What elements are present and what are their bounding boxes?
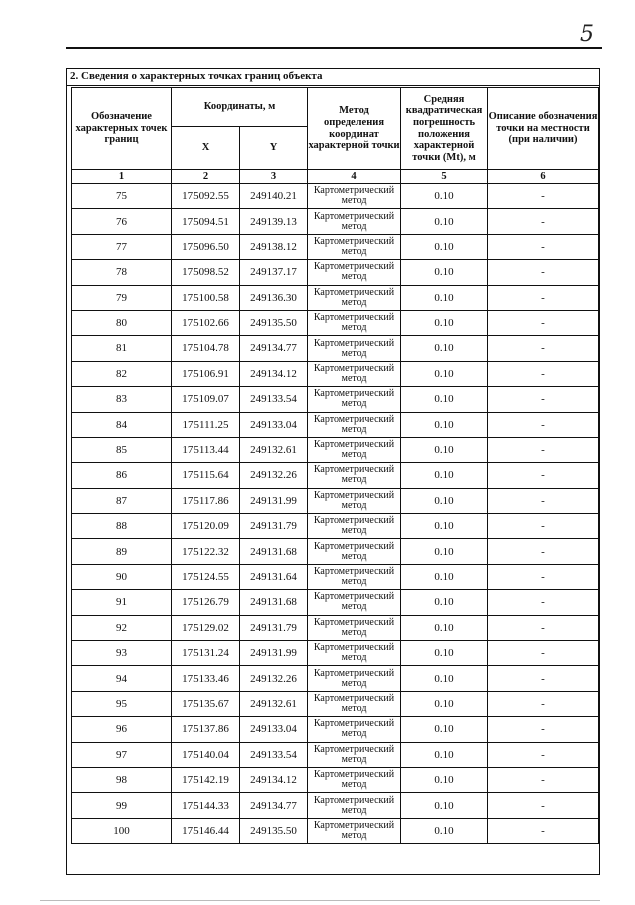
description-cell: - (488, 209, 599, 234)
method-text-line2: метод (341, 322, 367, 334)
method-text-line2: метод (341, 703, 367, 714)
table-row (72, 818, 599, 843)
method-cell (308, 234, 401, 259)
y-coordinate-cell: 249131.68 (240, 590, 308, 615)
method-text-line1: Картометрический (313, 693, 395, 704)
description-cell: - (488, 463, 599, 488)
method-text-line2: метод (341, 728, 367, 740)
x-coordinate-cell: 175098.52 (172, 260, 240, 285)
method-cell (308, 742, 401, 767)
x-coordinate-cell: 175106.91 (172, 361, 240, 386)
description-cell: - (488, 412, 599, 437)
y-coordinate-cell: 249131.79 (240, 615, 308, 640)
description-cell: - (488, 641, 599, 666)
point-number-cell: 75 (72, 184, 172, 209)
accuracy-cell: 0.10 (401, 310, 488, 335)
method-text-line1: Картометрический (313, 540, 395, 552)
point-number-cell: 93 (72, 641, 172, 666)
table-body (72, 184, 599, 844)
y-coordinate-cell: 249132.61 (240, 691, 308, 716)
point-number-cell: 82 (72, 361, 172, 386)
method-text-line2: метод (341, 296, 367, 308)
method-cell (308, 412, 401, 437)
method-text-line2: метод (341, 195, 367, 207)
description-cell: - (488, 691, 599, 716)
method-text-line1: Картометрический (313, 743, 395, 755)
column-number: 3 (240, 170, 308, 184)
method-text-line1: Картометрический (313, 312, 395, 324)
y-coordinate-cell: 249133.54 (240, 387, 308, 412)
method-text-line1: Картометрический (313, 185, 395, 197)
accuracy-cell: 0.10 (401, 488, 488, 513)
y-coordinate-cell: 249133.54 (240, 742, 308, 767)
method-cell (308, 361, 401, 386)
header-description: Описание обозначения точки на местности (при наличии) (488, 88, 599, 170)
description-cell: - (488, 488, 599, 513)
method-text-line1: Картометрический (313, 566, 395, 578)
header-point-designation: Обозначение характерных точек границ (72, 88, 172, 170)
method-text-line1: Картометрический (313, 769, 395, 781)
x-coordinate-cell: 175126.79 (172, 590, 240, 615)
accuracy-cell: 0.10 (401, 742, 488, 767)
method-text-line1: Картометрический (313, 794, 395, 806)
accuracy-cell: 0.10 (401, 590, 488, 615)
method-cell (308, 641, 401, 666)
description-cell: - (488, 793, 599, 818)
column-number: 6 (488, 170, 599, 184)
method-text-line2: метод (341, 271, 367, 283)
method-text-line1: Картометрический (313, 515, 395, 527)
table-row (72, 463, 599, 488)
boundary-points-table (71, 87, 599, 844)
method-text-line1: Картометрический (313, 819, 395, 831)
accuracy-cell: 0.10 (401, 767, 488, 792)
column-number: 1 (72, 170, 172, 184)
method-text-line2: метод (341, 220, 367, 232)
method-cell (308, 590, 401, 615)
y-coordinate-cell: 249134.12 (240, 767, 308, 792)
method-cell (308, 514, 401, 539)
point-number-cell: 100 (72, 818, 172, 843)
point-number-cell: 81 (72, 336, 172, 361)
point-number-cell: 78 (72, 260, 172, 285)
method-text-line1: Картометрический (313, 464, 395, 476)
point-number-cell: 98 (72, 767, 172, 792)
x-coordinate-cell: 175137.86 (172, 717, 240, 742)
method-text-line1: Картометрический (313, 261, 395, 273)
method-cell (308, 717, 401, 742)
point-number-cell: 86 (72, 463, 172, 488)
top-rule (66, 47, 602, 49)
accuracy-cell: 0.10 (401, 437, 488, 462)
description-cell: - (488, 666, 599, 691)
header-method: Метод определения координат характерной точки (308, 88, 401, 170)
header-coordinates: Координаты, м (172, 88, 308, 127)
method-cell (308, 767, 401, 792)
method-cell (308, 184, 401, 209)
y-coordinate-cell: 249136.30 (240, 285, 308, 310)
table-row (72, 336, 599, 361)
table-row (72, 285, 599, 310)
y-coordinate-cell: 249131.99 (240, 488, 308, 513)
point-number-cell: 77 (72, 234, 172, 259)
point-number-cell: 97 (72, 742, 172, 767)
x-coordinate-cell: 175144.33 (172, 793, 240, 818)
point-number-cell: 99 (72, 793, 172, 818)
point-number-cell: 94 (72, 666, 172, 691)
table-row (72, 767, 599, 792)
method-text-line2: метод (341, 601, 367, 613)
method-text-line1: Картометрический (313, 667, 395, 679)
y-coordinate-cell: 249134.77 (240, 793, 308, 818)
method-cell (308, 437, 401, 462)
method-text-line1: Картометрический (313, 489, 395, 501)
table-row (72, 412, 599, 437)
y-coordinate-cell: 249131.99 (240, 641, 308, 666)
accuracy-cell: 0.10 (401, 717, 488, 742)
description-cell: - (488, 184, 599, 209)
x-coordinate-cell: 175104.78 (172, 336, 240, 361)
table-row (72, 437, 599, 462)
point-number-cell: 95 (72, 691, 172, 716)
x-coordinate-cell: 175120.09 (172, 514, 240, 539)
method-text-line2: метод (341, 652, 367, 664)
point-number-cell: 96 (72, 717, 172, 742)
bottom-rule (40, 900, 600, 901)
accuracy-cell: 0.10 (401, 361, 488, 386)
page-number: 5 (580, 22, 594, 47)
method-text-line2: метод (341, 347, 367, 359)
table-row (72, 615, 599, 640)
description-cell: - (488, 260, 599, 285)
description-cell: - (488, 539, 599, 564)
table-row (72, 666, 599, 691)
table-row (72, 387, 599, 412)
x-coordinate-cell: 175124.55 (172, 564, 240, 589)
method-text-line2: метод (341, 423, 367, 435)
table-row (72, 641, 599, 666)
accuracy-cell: 0.10 (401, 285, 488, 310)
method-cell (308, 488, 401, 513)
column-number: 5 (401, 170, 488, 184)
x-coordinate-cell: 175135.67 (172, 691, 240, 716)
x-coordinate-cell: 175142.19 (172, 767, 240, 792)
point-number-cell: 80 (72, 310, 172, 335)
y-coordinate-cell: 249131.79 (240, 514, 308, 539)
method-text-line2: метод (341, 829, 367, 841)
x-coordinate-cell: 175096.50 (172, 234, 240, 259)
y-coordinate-cell: 249139.13 (240, 209, 308, 234)
method-cell (308, 260, 401, 285)
y-coordinate-cell: 249138.12 (240, 234, 308, 259)
point-number-cell: 91 (72, 590, 172, 615)
x-coordinate-cell: 175109.07 (172, 387, 240, 412)
column-number: 2 (172, 170, 240, 184)
point-number-cell: 79 (72, 285, 172, 310)
description-cell: - (488, 336, 599, 361)
method-text-line2: метод (341, 804, 367, 816)
point-number-cell: 85 (72, 437, 172, 462)
x-coordinate-cell: 175131.24 (172, 641, 240, 666)
point-number-cell: 90 (72, 564, 172, 589)
x-coordinate-cell: 175133.46 (172, 666, 240, 691)
y-coordinate-cell: 249137.17 (240, 260, 308, 285)
method-text-line2: метод (341, 398, 367, 410)
table-row (72, 539, 599, 564)
y-coordinate-cell: 249135.50 (240, 310, 308, 335)
table-row (72, 514, 599, 539)
method-text-line1: Картометрический (313, 718, 395, 730)
accuracy-cell: 0.10 (401, 514, 488, 539)
y-coordinate-cell: 249135.50 (240, 818, 308, 843)
header-y: Y (240, 127, 308, 170)
method-text-line2: метод (341, 245, 367, 257)
table-row (72, 184, 599, 209)
y-coordinate-cell: 249132.61 (240, 437, 308, 462)
x-coordinate-cell: 175092.55 (172, 184, 240, 209)
accuracy-cell: 0.10 (401, 234, 488, 259)
description-cell: - (488, 387, 599, 412)
y-coordinate-cell: 249133.04 (240, 412, 308, 437)
description-cell: - (488, 361, 599, 386)
accuracy-cell: 0.10 (401, 184, 488, 209)
description-cell: - (488, 615, 599, 640)
description-cell: - (488, 818, 599, 843)
method-text-line1: Картометрический (313, 210, 395, 222)
x-coordinate-cell: 175113.44 (172, 437, 240, 462)
accuracy-cell: 0.10 (401, 387, 488, 412)
method-text-line2: метод (341, 677, 367, 689)
y-coordinate-cell: 249134.12 (240, 361, 308, 386)
method-cell (308, 615, 401, 640)
x-coordinate-cell: 175140.04 (172, 742, 240, 767)
method-text-line2: метод (341, 753, 367, 765)
table-row (72, 260, 599, 285)
method-text-line1: Картометрический (313, 388, 395, 400)
x-coordinate-cell: 175122.32 (172, 539, 240, 564)
method-text-line1: Картометрический (313, 235, 395, 247)
description-cell: - (488, 742, 599, 767)
table-row (72, 209, 599, 234)
accuracy-cell: 0.10 (401, 793, 488, 818)
method-cell (308, 666, 401, 691)
method-cell (308, 336, 401, 361)
x-coordinate-cell: 175117.86 (172, 488, 240, 513)
method-cell (308, 463, 401, 488)
accuracy-cell: 0.10 (401, 336, 488, 361)
x-coordinate-cell: 175115.64 (172, 463, 240, 488)
description-cell: - (488, 590, 599, 615)
method-text-line2: метод (341, 779, 367, 791)
method-text-line2: метод (341, 449, 367, 461)
method-text-line1: Картометрический (313, 286, 395, 298)
method-cell (308, 564, 401, 589)
table-row (72, 793, 599, 818)
accuracy-cell: 0.10 (401, 818, 488, 843)
section-title: 2. Сведения о характерных точках границ объекта (66, 68, 600, 86)
method-cell (308, 209, 401, 234)
point-number-cell: 87 (72, 488, 172, 513)
table-row (72, 361, 599, 386)
table-row (72, 310, 599, 335)
column-number: 4 (308, 170, 401, 184)
method-text-line2: метод (341, 499, 367, 511)
y-coordinate-cell: 249131.64 (240, 564, 308, 589)
description-cell: - (488, 717, 599, 742)
table-row (72, 234, 599, 259)
header-accuracy: Средняя квадратическая погрешность положения характерной точки (Mt), м (401, 88, 488, 170)
accuracy-cell: 0.10 (401, 691, 488, 716)
point-number-cell: 88 (72, 514, 172, 539)
point-number-cell: 89 (72, 539, 172, 564)
description-cell: - (488, 514, 599, 539)
method-cell (308, 310, 401, 335)
table-row (72, 590, 599, 615)
method-cell (308, 285, 401, 310)
table-row (72, 564, 599, 589)
method-text-line2: метод (341, 550, 367, 562)
description-cell: - (488, 767, 599, 792)
method-cell (308, 539, 401, 564)
y-coordinate-cell: 249140.21 (240, 184, 308, 209)
point-number-cell: 76 (72, 209, 172, 234)
method-cell (308, 387, 401, 412)
accuracy-cell: 0.10 (401, 539, 488, 564)
method-text-line2: метод (341, 525, 367, 537)
method-text-line1: Картометрический (313, 439, 395, 451)
y-coordinate-cell: 249132.26 (240, 666, 308, 691)
x-coordinate-cell: 175094.51 (172, 209, 240, 234)
x-coordinate-cell: 175129.02 (172, 615, 240, 640)
y-coordinate-cell: 249132.26 (240, 463, 308, 488)
accuracy-cell: 0.10 (401, 209, 488, 234)
accuracy-cell: 0.10 (401, 412, 488, 437)
table-row (72, 742, 599, 767)
method-text-line2: метод (341, 372, 367, 384)
x-coordinate-cell: 175146.44 (172, 818, 240, 843)
accuracy-cell: 0.10 (401, 463, 488, 488)
accuracy-cell: 0.10 (401, 564, 488, 589)
description-cell: - (488, 564, 599, 589)
description-cell: - (488, 234, 599, 259)
point-number-cell: 92 (72, 615, 172, 640)
method-text-line2: метод (341, 576, 367, 588)
description-cell: - (488, 310, 599, 335)
accuracy-cell: 0.10 (401, 641, 488, 666)
table-row (72, 691, 599, 716)
method-text-line2: метод (341, 474, 367, 486)
x-coordinate-cell: 175111.25 (172, 412, 240, 437)
method-text-line1: Картометрический (313, 591, 395, 603)
accuracy-cell: 0.10 (401, 260, 488, 285)
method-text-line1: Картометрический (313, 642, 395, 654)
accuracy-cell: 0.10 (401, 615, 488, 640)
method-cell (308, 793, 401, 818)
description-cell: - (488, 285, 599, 310)
y-coordinate-cell: 249133.04 (240, 717, 308, 742)
method-text-line2: метод (341, 626, 367, 638)
table-row (72, 717, 599, 742)
header-x: X (172, 127, 240, 170)
point-number-cell: 83 (72, 387, 172, 412)
method-text-line1: Картометрический (313, 413, 395, 425)
method-text-line1: Картометрический (313, 616, 395, 628)
point-number-cell: 84 (72, 412, 172, 437)
y-coordinate-cell: 249131.68 (240, 539, 308, 564)
x-coordinate-cell: 175100.58 (172, 285, 240, 310)
description-cell: - (488, 437, 599, 462)
y-coordinate-cell: 249134.77 (240, 336, 308, 361)
method-text-line1: Картометрический (313, 362, 395, 374)
method-cell (308, 691, 401, 716)
method-cell (308, 818, 401, 843)
table-row (72, 488, 599, 513)
accuracy-cell: 0.10 (401, 666, 488, 691)
x-coordinate-cell: 175102.66 (172, 310, 240, 335)
method-text-line1: Картометрический (313, 337, 395, 349)
